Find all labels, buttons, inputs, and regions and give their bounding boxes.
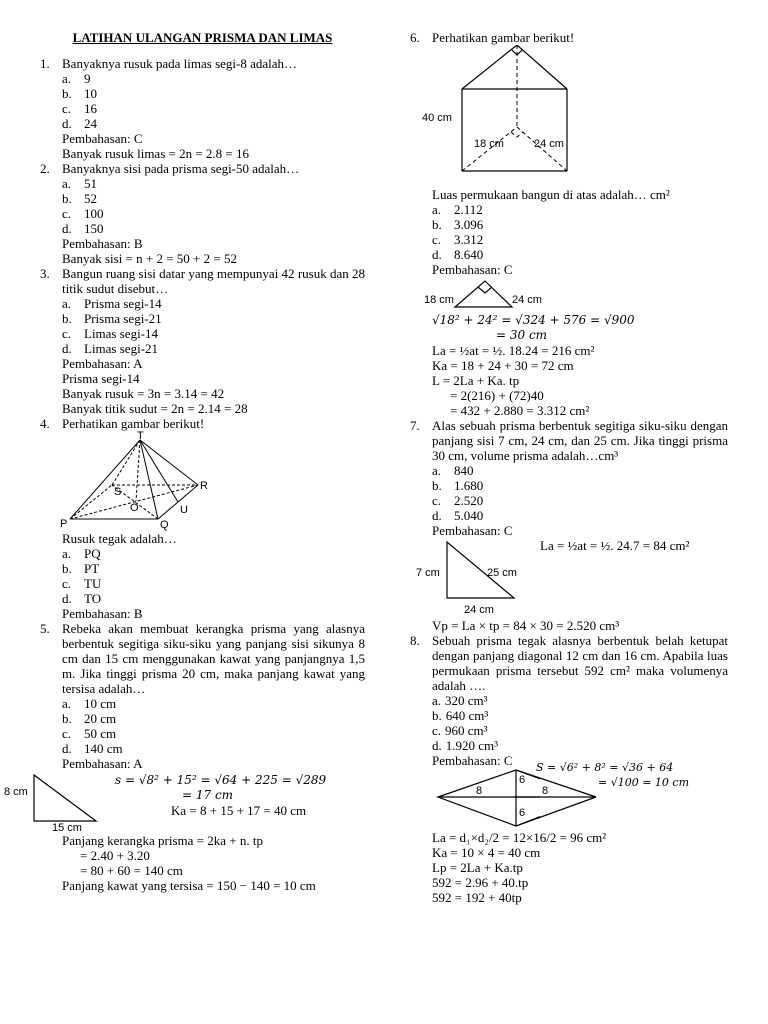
triangle-figure-q5 bbox=[0, 771, 365, 833]
label-side-b: 24 cm bbox=[534, 138, 564, 150]
solution-line: 592 = 192 + 40tp bbox=[432, 890, 522, 905]
option-text: TO bbox=[84, 591, 102, 606]
option-letter: d. bbox=[62, 116, 72, 131]
question-1 bbox=[40, 56, 365, 71]
segment-tu bbox=[140, 440, 178, 502]
option bbox=[40, 86, 365, 101]
right-triangle-diagram bbox=[0, 771, 100, 833]
label-height: 40 cm bbox=[422, 112, 452, 124]
question-number: 7. bbox=[410, 418, 420, 433]
option bbox=[40, 696, 365, 711]
solution-line: Ka = 18 + 24 + 30 = 72 cm bbox=[432, 358, 574, 373]
option bbox=[40, 71, 365, 86]
label-t: T bbox=[137, 431, 144, 442]
option-letter: c. bbox=[432, 493, 442, 508]
perimeter-line: Ka = 8 + 15 + 17 = 40 cm bbox=[171, 803, 307, 818]
option bbox=[40, 711, 365, 726]
option bbox=[410, 232, 728, 247]
page-title: LATIHAN ULANGAN PRISMA DAN LIMAS bbox=[72, 30, 333, 45]
question-text: Alas sebuah prisma berbentuk segitiga siku-siku dengan panjang sisi 7 cm, 24 cm, dan 25 cm. Jika tinggi prisma 30 cm, volume prisma adalah…cm³ bbox=[432, 418, 728, 463]
option bbox=[410, 247, 728, 262]
pythagoras-formula: s = √8² + 15² = √64 + 225 = √289 bbox=[115, 773, 327, 787]
triangle-shape bbox=[455, 281, 512, 307]
pyramid-figure bbox=[40, 431, 365, 531]
option-letter: c. bbox=[432, 723, 442, 738]
option bbox=[40, 726, 365, 741]
label-s: S bbox=[114, 486, 122, 498]
option-text: Limas segi-21 bbox=[84, 341, 159, 356]
triangular-prism-diagram bbox=[410, 45, 590, 187]
option-text: 1.920 cm³ bbox=[445, 738, 499, 753]
right-triangle-diagram bbox=[410, 538, 540, 618]
answer-key: Pembahasan: A bbox=[62, 756, 143, 771]
question-prompt: Luas permukaan bangun di atas adalah… cm² bbox=[432, 187, 670, 202]
option-letter: c. bbox=[62, 576, 72, 591]
question-text: Banyaknya sisi pada prisma segi-50 adalah… bbox=[62, 161, 300, 176]
option-text: 52 bbox=[84, 191, 97, 206]
option bbox=[40, 561, 365, 576]
area-line: La = d₁×d₂/2 = 12×16/2 = 96 cm² bbox=[432, 830, 607, 845]
question-text: Bangun ruang sisi datar yang mempunyai 42 rusuk dan 28 titik sudut disebut… bbox=[62, 266, 365, 296]
option bbox=[40, 311, 365, 326]
option bbox=[410, 493, 728, 508]
option-text: 3.312 bbox=[454, 232, 484, 247]
label-top: 6 bbox=[519, 774, 526, 786]
label-left: 8 bbox=[476, 785, 483, 797]
option-letter: d. bbox=[62, 341, 72, 356]
option-text: 2.520 bbox=[454, 493, 484, 508]
rhombus-diagram-right bbox=[516, 768, 606, 830]
option bbox=[40, 101, 365, 116]
triangle-figure-q7 bbox=[410, 538, 728, 618]
right-column bbox=[410, 30, 728, 905]
label-side-a: 18 cm bbox=[424, 294, 454, 306]
label-u: U bbox=[180, 504, 188, 516]
option-letter: d. bbox=[62, 221, 72, 236]
question-6 bbox=[410, 30, 728, 45]
option bbox=[410, 217, 728, 232]
answer-key: Pembahasan: C bbox=[432, 523, 513, 538]
question-3 bbox=[40, 266, 365, 296]
option-letter: b. bbox=[432, 217, 442, 232]
option bbox=[410, 738, 728, 753]
rhombus-edge bbox=[516, 797, 596, 826]
rhombus-figure bbox=[410, 761, 728, 830]
option-text: 2.112 bbox=[454, 202, 483, 217]
option bbox=[410, 723, 728, 738]
option bbox=[40, 176, 365, 191]
option-text: Prisma segi-21 bbox=[84, 311, 162, 326]
option-text: 1.680 bbox=[454, 478, 484, 493]
option bbox=[410, 708, 728, 723]
option-text: TU bbox=[84, 576, 102, 591]
label-p: P bbox=[60, 518, 68, 530]
option-letter: b. bbox=[62, 561, 72, 576]
solution-line: Banyak rusuk limas = 2n = 2.8 = 16 bbox=[62, 146, 250, 161]
option bbox=[410, 508, 728, 523]
question-number: 2. bbox=[40, 161, 50, 176]
option bbox=[410, 478, 728, 493]
option bbox=[40, 591, 365, 606]
question-text: Rebeka akan membuat kerangka prisma yang alasnya berbentuk segitiga siku-siku yang panjang sisi sikunya 8 cm dan 15 cm menggunakan kawat yang panjangnya 1,5 m. Jika tinggi prisma 20 cm, maka panjang kawat yang tersisa adalah… bbox=[62, 621, 365, 696]
solution-line: Banyak titik sudut = 2n = 2.14 = 28 bbox=[62, 401, 248, 416]
answer-key: Pembahasan: C bbox=[62, 131, 143, 146]
label-q: Q bbox=[160, 519, 169, 531]
option-letter: a. bbox=[62, 546, 72, 561]
solution-line: Panjang kerangka prisma = 2ka + n. tp bbox=[62, 833, 263, 848]
question-text: Sebuah prisma tegak alasnya berbentuk belah ketupat dengan panjang diagonal 12 cm dan 16 cm. Apabila luas permukaan prisma tersebut 592 cm² maka volumenya adalah …. bbox=[432, 633, 728, 693]
question-text: Perhatikan gambar berikut! bbox=[432, 30, 575, 45]
right-angle-mark bbox=[511, 132, 523, 137]
option bbox=[410, 693, 728, 708]
prism-edge bbox=[517, 45, 567, 89]
area-line: La = ½at = ½. 24.7 = 84 cm² bbox=[540, 538, 690, 553]
option bbox=[40, 341, 365, 356]
option bbox=[40, 116, 365, 131]
option bbox=[40, 221, 365, 236]
question-number: 3. bbox=[40, 266, 50, 281]
option-letter: b. bbox=[62, 86, 72, 101]
option-text: 10 bbox=[84, 86, 97, 101]
question-text: Banyaknya rusuk pada limas segi-8 adalah… bbox=[62, 56, 298, 71]
answer-key: Pembahasan: B bbox=[62, 606, 143, 621]
option-text: 24 bbox=[84, 116, 97, 131]
option-letter: d. bbox=[432, 738, 442, 753]
option-letter: c. bbox=[432, 232, 442, 247]
question-8 bbox=[410, 633, 728, 693]
option-text: 10 cm bbox=[84, 696, 117, 711]
option-text: 3.096 bbox=[454, 217, 484, 232]
option bbox=[40, 546, 365, 561]
option bbox=[410, 202, 728, 217]
option-text: 960 cm³ bbox=[445, 723, 488, 738]
solution-line: Banyak sisi = n + 2 = 50 + 2 = 52 bbox=[62, 251, 237, 266]
pythagoras-result: = √100 = 10 cm bbox=[598, 776, 690, 789]
option bbox=[410, 463, 728, 478]
label-side-b: 24 cm bbox=[512, 294, 542, 306]
pythagoras-formula: √18² + 24² = √324 + 576 = √900 bbox=[432, 313, 635, 327]
triangle-shape bbox=[34, 775, 96, 821]
option-letter: d. bbox=[432, 508, 442, 523]
label-r: R bbox=[200, 480, 208, 492]
option-letter: b. bbox=[432, 708, 442, 723]
option-text: 20 cm bbox=[84, 711, 117, 726]
pyramid-diagram bbox=[40, 431, 220, 531]
option-text: 140 cm bbox=[84, 741, 123, 756]
answer-key: Pembahasan: A bbox=[62, 356, 143, 371]
question-4 bbox=[40, 416, 365, 431]
option-letter: d. bbox=[62, 741, 72, 756]
label-side-a: 8 cm bbox=[4, 786, 28, 798]
question-5 bbox=[40, 621, 365, 696]
question-number: 8. bbox=[410, 633, 420, 648]
answer-key: Pembahasan: C bbox=[432, 262, 513, 277]
option-letter: c. bbox=[62, 206, 72, 221]
option-text: PT bbox=[84, 561, 100, 576]
option-letter: c. bbox=[62, 101, 72, 116]
solution-line: Prisma segi-14 bbox=[62, 371, 140, 386]
solution-line: Lp = 2La + Ka.tp bbox=[432, 860, 523, 875]
option bbox=[40, 296, 365, 311]
option-letter: b. bbox=[62, 191, 72, 206]
solution-line: L = 2La + Ka. tp bbox=[432, 373, 520, 388]
option-text: 320 cm³ bbox=[445, 693, 488, 708]
label-side-a: 7 cm bbox=[416, 567, 440, 579]
solution-line: 592 = 2.96 + 40.tp bbox=[432, 875, 529, 890]
height-to bbox=[136, 440, 140, 501]
pythagoras-result: = 30 cm bbox=[496, 328, 548, 342]
label-side-a: 18 cm bbox=[474, 138, 504, 150]
area-line: La = ½at = ½. 18.24 = 216 cm² bbox=[432, 343, 595, 358]
pythagoras-formula: S = √6² + 8² = √36 + 64 bbox=[536, 761, 674, 774]
pythagoras-result: = 17 cm bbox=[182, 788, 234, 802]
option-letter: a. bbox=[432, 202, 442, 217]
option-letter: b. bbox=[432, 478, 442, 493]
prism-edge bbox=[462, 45, 517, 89]
option-letter: a. bbox=[62, 71, 72, 86]
answer-key: Pembahasan: C bbox=[432, 753, 513, 768]
solution-line: = 80 + 60 = 140 cm bbox=[80, 863, 183, 878]
label-side-c: 24 cm bbox=[464, 604, 494, 616]
option bbox=[40, 206, 365, 221]
solution-line: = 2(216) + (72)40 bbox=[450, 388, 544, 403]
question-number: 1. bbox=[40, 56, 50, 71]
option-letter: a. bbox=[432, 463, 442, 478]
prism-figure bbox=[410, 45, 728, 187]
question-prompt: Rusuk tegak adalah… bbox=[62, 531, 177, 546]
option-letter: c. bbox=[62, 726, 72, 741]
option-text: 100 bbox=[84, 206, 104, 221]
option bbox=[40, 741, 365, 756]
edge-st bbox=[112, 440, 140, 485]
option-text: 16 bbox=[84, 101, 97, 116]
option-text: 9 bbox=[84, 71, 91, 86]
solution-line: Ka = 10 × 4 = 40 cm bbox=[432, 845, 541, 860]
solution-line: Panjang kawat yang tersisa = 150 − 140 = 10 cm bbox=[62, 878, 316, 893]
option-letter: a. bbox=[432, 693, 442, 708]
solution-line: Banyak rusuk = 3n = 3.14 = 42 bbox=[62, 386, 225, 401]
base-triangle-diagram bbox=[410, 277, 570, 313]
option-text: 640 cm³ bbox=[445, 708, 489, 723]
question-number: 5. bbox=[40, 621, 50, 636]
option-text: 150 bbox=[84, 221, 104, 236]
option-letter: b. bbox=[62, 311, 72, 326]
solution-line: Vp = La × tp = 84 × 30 = 2.520 cm³ bbox=[432, 618, 620, 633]
option-text: 50 cm bbox=[84, 726, 117, 741]
triangle-figure-q6 bbox=[410, 277, 728, 313]
option-letter: d. bbox=[62, 591, 72, 606]
question-number: 6. bbox=[410, 30, 420, 45]
option-text: Limas segi-14 bbox=[84, 326, 159, 341]
option bbox=[40, 191, 365, 206]
option-letter: c. bbox=[62, 326, 72, 341]
option-text: 5.040 bbox=[454, 508, 484, 523]
option-text: Prisma segi-14 bbox=[84, 296, 162, 311]
option-letter: a. bbox=[62, 696, 72, 711]
question-text: Perhatikan gambar berikut! bbox=[62, 416, 205, 431]
option-text: 51 bbox=[84, 176, 97, 191]
label-right: 8 bbox=[542, 785, 549, 797]
option-letter: b. bbox=[62, 711, 72, 726]
label-bottom: 6 bbox=[519, 807, 526, 819]
question-2 bbox=[40, 161, 365, 176]
option bbox=[40, 326, 365, 341]
option bbox=[40, 576, 365, 591]
option-letter: a. bbox=[62, 296, 72, 311]
label-o: O bbox=[130, 502, 139, 514]
right-angle-mark bbox=[478, 287, 492, 293]
label-side-b: 15 cm bbox=[52, 822, 82, 833]
question-number: 4. bbox=[40, 416, 50, 431]
solution-line: = 2.40 + 3.20 bbox=[80, 848, 150, 863]
question-7 bbox=[410, 418, 728, 463]
option-letter: d. bbox=[432, 247, 442, 262]
label-side-b: 25 cm bbox=[487, 567, 517, 579]
option-text: 8.640 bbox=[454, 247, 484, 262]
left-column bbox=[4, 30, 365, 893]
answer-key: Pembahasan: B bbox=[62, 236, 143, 251]
option-text: 840 bbox=[454, 463, 474, 478]
option-letter: a. bbox=[62, 176, 72, 191]
option-text: PQ bbox=[84, 546, 101, 561]
solution-line: = 432 + 2.880 = 3.312 cm² bbox=[450, 403, 590, 418]
